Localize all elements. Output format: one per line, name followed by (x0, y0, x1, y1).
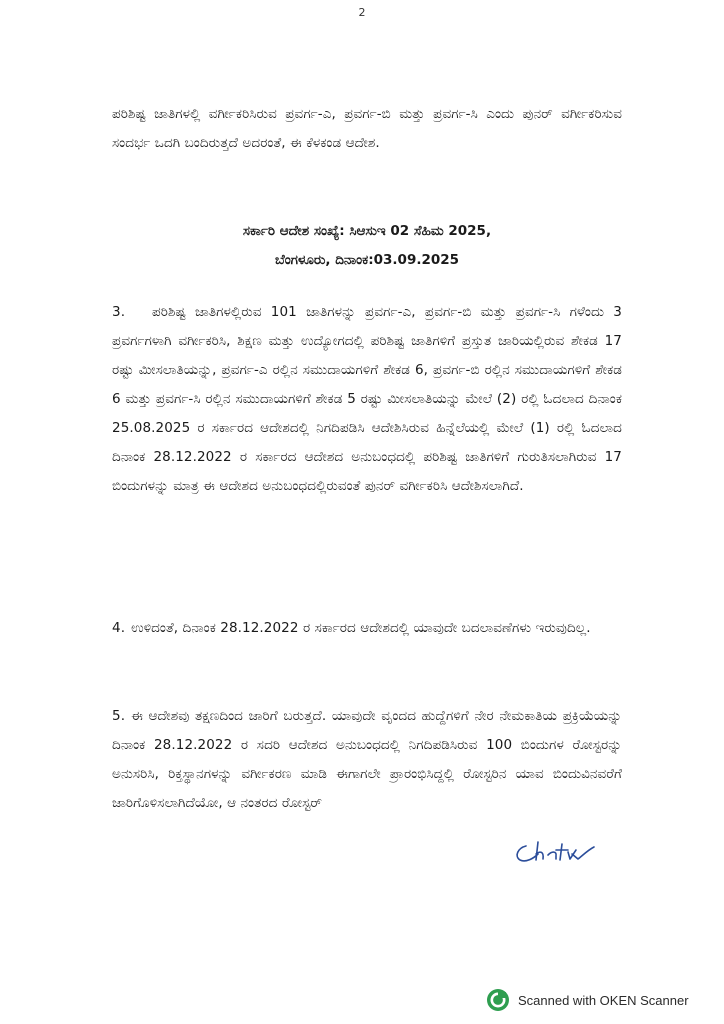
paragraph-number: 5. (112, 708, 126, 724)
scanner-watermark (486, 988, 689, 1012)
page-number: 2 (358, 6, 366, 19)
paragraph-3 (112, 298, 622, 501)
order-place-date-heading: ಬೆಂಗಳೂರು, ದಿನಾಂಕ:03.09.2025 (274, 252, 460, 268)
paragraph-5 (112, 702, 622, 818)
handwritten-signature (512, 838, 596, 866)
paragraph-text: ಈ ಆದೇಶವು ತಕ್ಷಣದಿಂದ ಜಾರಿಗೆ ಬರುತ್ತದೆ. ಯಾವುದೇ ವೃಂದದ ಹುದ್ದೆಗಳಿಗೆ ನೇರ ನೇಮಕಾತಿಯ ಪ್ರಕ್ರಿಯೆಯನ್ನು ದಿನಾಂಕ 28.12.2022 ರ ಸದರಿ ಆದೇಶದ ಅನುಬಂಧದಲ್ಲಿ ನಿಗದಿಪಡಿಸಿರುವ 100 ಬಿಂದುಗಳ ರೋಸ್ಟರನ್ನು ಅನುಸರಿಸಿ, ರಿಕ್ತಸ್ಥಾನಗಳನ್ನು ವರ್ಗೀಕರಣ ಮಾಡಿ ಈಗಾಗಲೇ ಪ್ರಾರಂಭಿಸಿದ್ದಲ್ಲಿ ರೋಸ್ಟರಿನ ಯಾವ ಬಿಂದುವಿನವರೆಗೆ ಜಾರಿಗೊಳಿಸಲಾಗಿದೆಯೋ, ಆ ನಂತರದ ರೋಸ್ಟರ್ (112, 708, 622, 811)
scanner-watermark-text: Scanned with OKEN Scanner (518, 992, 689, 1008)
paragraph-number: 3. (112, 304, 126, 320)
order-number-heading: ಸರ್ಕಾರಿ ಆದೇಶ ಸಂಖ್ಯೆ: ಸಿಆಸುಇ 02 ಸೆಹಿಮ 2025, (242, 223, 492, 239)
intro-paragraph: ಪರಿಶಿಷ್ಟ ಜಾತಿಗಳಲ್ಲಿ ವರ್ಗೀಕರಿಸಿರುವ ಪ್ರವರ್ಗ-ಎ, ಪ್ರವರ್ಗ-ಬಿ ಮತ್ತು ಪ್ರವರ್ಗ-ಸಿ ಎಂದು ಪುನರ್ ವರ್ಗೀಕರಿಸುವ ಸಂದರ್ಭ ಒದಗಿ ಬಂದಿರುತ್ತದೆ ಅದರಂತೆ, ಈ ಕೆಳಕಂಡ ಆದೇಶ. (112, 106, 622, 151)
paragraph-4 (112, 614, 622, 643)
paragraph-text: ಪರಿಶಿಷ್ಟ ಜಾತಿಗಳಲ್ಲಿರುವ 101 ಜಾತಿಗಳನ್ನು ಪ್ರವರ್ಗ-ಎ, ಪ್ರವರ್ಗ-ಬಿ ಮತ್ತು ಪ್ರವರ್ಗ-ಸಿ ಗಳೆಂದು 3 ಪ್ರವರ್ಗಗಳಾಗಿ ವರ್ಗೀಕರಿಸಿ, ಶಿಕ್ಷಣ ಮತ್ತು ಉದ್ಯೋಗದಲ್ಲಿ ಪರಿಶಿಷ್ಟ ಜಾತಿಗಳಿಗೆ ಪ್ರಸ್ತುತ ಜಾರಿಯಲ್ಲಿರುವ ಶೇಕಡ 17 ರಷ್ಟು ಮೀಸಲಾತಿಯನ್ನು, ಪ್ರವರ್ಗ-ಎ ರಲ್ಲಿನ ಸಮುದಾಯಗಳಿಗೆ ಶೇಕಡ 6, ಪ್ರವರ್ಗ-ಬಿ ರಲ್ಲಿನ ಸಮುದಾಯಗಳಿಗೆ ಶೇಕಡ 6 ಮತ್ತು ಪ್ರವರ್ಗ-ಸಿ ರಲ್ಲಿನ ಸಮುದಾಯಗಳಿಗೆ ಶೇಕಡ 5 ರಷ್ಟು ಮೀಸಲಾತಿಯನ್ನು ಮೇಲೆ (2) ರಲ್ಲಿ ಓದಲಾದ ದಿನಾಂಕ 25.08.2025 ರ ಸರ್ಕಾರದ ಆದೇಶದಲ್ಲಿ ನಿಗದಿಪಡಿಸಿ ಆದೇಶಿಸಿರುವ ಹಿನ್ನೆಲೆಯಲ್ಲಿ ಮೇಲೆ (1) ರಲ್ಲಿ ಓದಲಾದ ದಿನಾಂಕ 28.12.2022 ರ ಸರ್ಕಾರದ ಆದೇಶದ ಅನುಬಂಧದಲ್ಲಿ ಪರಿಶಿಷ್ಟ ಜಾತಿಗಳಿಗೆ ಗುರುತಿಸಲಾಗಿರುವ 17 ಬಿಂದುಗಳನ್ನು ಮಾತ್ರ ಈ ಆದೇಶದ ಅನುಬಂಧದಲ್ಲಿರುವಂತೆ ಪುನರ್ ವರ್ಗೀಕರಿಸಿ ಆದೇಶಿಸಲಾಗಿದೆ. (112, 304, 622, 494)
paragraph-text: ಉಳಿದಂತೆ, ದಿನಾಂಕ 28.12.2022 ರ ಸರ್ಕಾರದ ಆದೇಶದಲ್ಲಿ ಯಾವುದೇ ಬದಲಾವಣೆಗಳು ಇರುವುದಿಲ್ಲ. (131, 620, 591, 636)
paragraph-number: 4. (112, 620, 126, 636)
oken-scanner-logo-icon (486, 988, 510, 1012)
